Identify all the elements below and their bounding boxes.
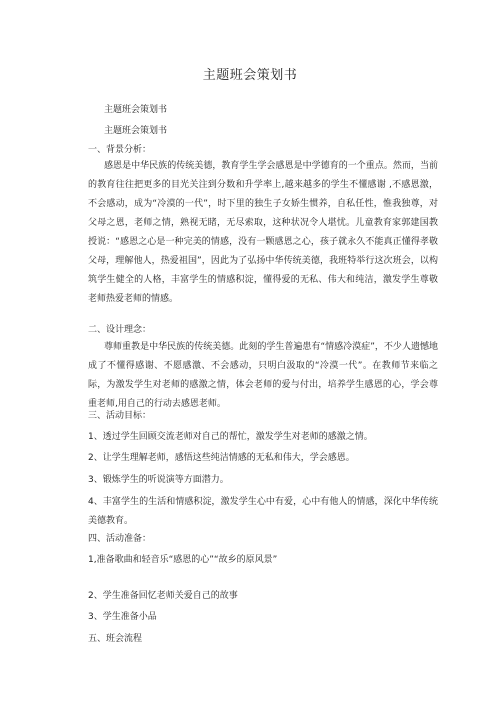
section-heading-preparation: 四、活动准备： — [88, 534, 152, 544]
section-heading-process: 五、班会流程 — [88, 634, 143, 644]
paragraph-design: 尊师重教是中华民族的传统美德。此刻的学生普遍患有“情感冷漠症”，不少人遗憾地成了不懂得感谢、不愿感激、不会感动，只明白汲取的“冷漠一代”。在教师节来临之际，为激发学生对老师的感激之情，体会老师的爱与付出，培养学生感恩的心，学会尊重老师,用自己的行动去感恩老师。 — [88, 342, 438, 409]
section-heading-background: 一、背景分析： — [88, 145, 152, 155]
subtitle-line: 主题班会策划书 — [104, 105, 168, 115]
section-heading-goals: 三、活动目标： — [88, 411, 152, 421]
goal-item: 2、让学生理解老师，感悟这些纯洁情感的无私和伟大，学会感恩。 — [88, 453, 355, 463]
subtitle-line: 主题班会策划书 — [104, 126, 168, 136]
goal-item: 3、锻炼学生的听说演等方面潜力。 — [88, 475, 229, 485]
preparation-item: 1,准备歌曲和轻音乐“感恩的心”“故乡的原风景” — [88, 555, 278, 565]
preparation-item: 2、学生准备回忆老师关爱自己的故事 — [88, 591, 238, 601]
goal-item: 4、丰富学生的生活和情感积淀，激发学生心中有爱，心中有他人的情感，深化中华传统美德教育。 — [88, 497, 438, 526]
preparation-item: 3、学生准备小品 — [88, 612, 157, 622]
paragraph-background: 感恩是中华民族的传统美德，教育学生学会感恩是中学德育的一个重点。然而，当前的教育往往把更多的目光关注到分数和升学率上,越来越多的学生不懂感谢 ,不感恩激，不会感动，成为“冷漠的一代”，时下里的独生子女娇生惯养，自私任性，惟我独尊，对父母之恩，老师之情，熟视无睹，无尽索取，这种状况令人堪忧。儿童教育家郭建国教授说：“感恩之心是一种完美的情感，没有一颗感恩之心，孩子就永久不能真正懂得孝敬父母，理解他人，热爱祖国”，因此为了弘扬中华传统美德，我班特举行这次班会，以构筑学生健全的人格，丰富学生的情感积淀，懂得爱的无私、伟大和纯洁，激发学生尊敬老师热爱老师的情感。 — [88, 161, 438, 304]
document-title: 主题班会策划书 — [202, 68, 298, 83]
goal-item: 1、透过学生回顾交流老师对自己的帮忙，激发学生对老师的感激之情。 — [88, 432, 373, 442]
section-heading-design: 二、设计理念： — [88, 325, 152, 335]
